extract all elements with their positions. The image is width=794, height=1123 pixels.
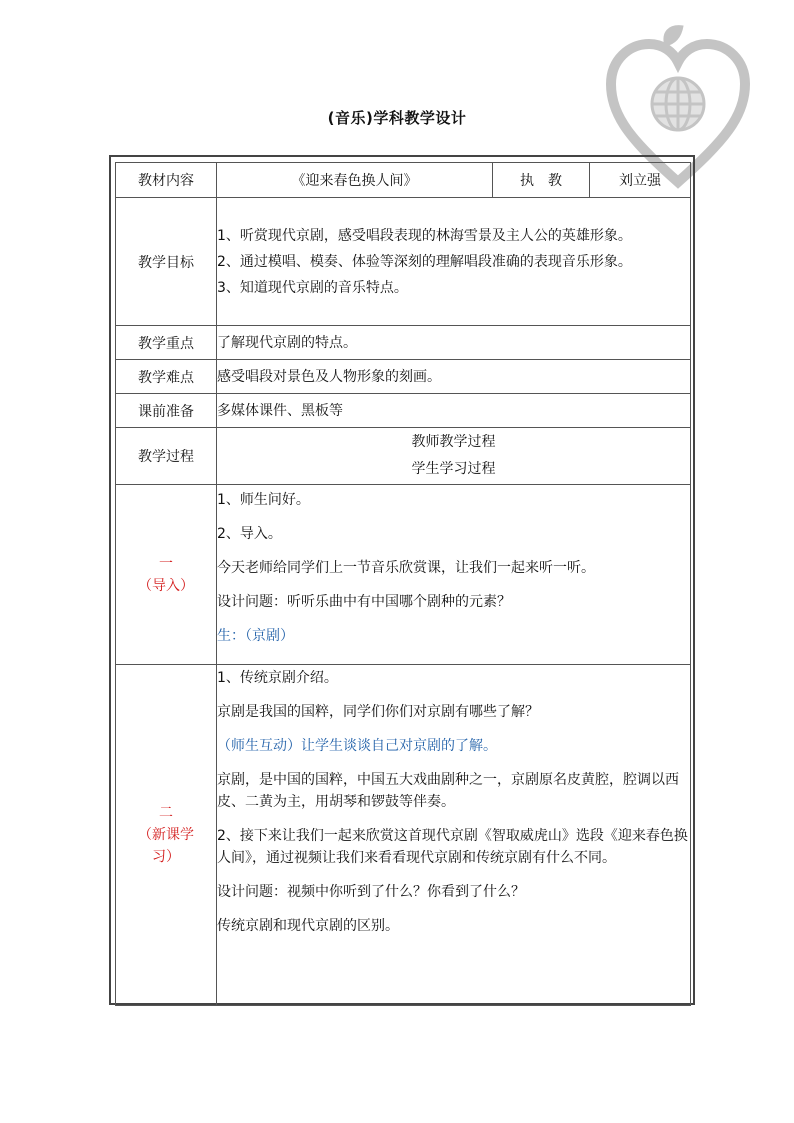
list-item: 今天老师给同学们上一节音乐欣赏课，让我们一起来听一听。: [217, 560, 595, 576]
table-row: [116, 163, 691, 198]
table-row: [116, 665, 691, 1006]
table-row: [116, 360, 691, 394]
phase-content: [217, 665, 691, 1006]
list-item: 1、师生问好。: [217, 492, 310, 508]
row-label: 教学目标: [116, 198, 217, 326]
list-item: 2、导入。: [217, 526, 282, 542]
student-answer: 生：（京剧）: [217, 628, 294, 644]
table-row: [116, 326, 691, 360]
row-label: 教学难点: [116, 360, 217, 394]
teacher-process-label: 教师教学过程: [411, 434, 496, 450]
objectives-list: [217, 198, 691, 326]
table-row: [116, 198, 691, 326]
phase-name: （导入）: [138, 577, 194, 594]
row-label: 课前准备: [116, 394, 217, 428]
list-item: 京剧，是中国的国粹，中国五大戏曲剧种之一，京剧原名皮黄腔，腔调以西皮、二黄为主，用胡琴和锣鼓等伴奏。: [217, 772, 679, 810]
list-item: 设计问题：听听乐曲中有中国哪个剧种的元素？: [217, 594, 511, 610]
difficulty-text: 感受唱段对景色及人物形象的刻画。: [217, 360, 691, 394]
document-title: [0, 107, 794, 128]
phase-number: 一: [159, 555, 173, 572]
key-point-text: 了解现代京剧的特点。: [217, 326, 691, 360]
leaf-shape: [664, 26, 683, 46]
row-label: 教学重点: [116, 326, 217, 360]
row-label: 教材内容: [116, 163, 217, 198]
title-suffix: )学科教学设计: [366, 109, 467, 127]
list-item: 3、知道现代京剧的音乐特点。: [217, 279, 408, 296]
material-title: 《迎来春色换人间》: [217, 163, 493, 198]
phase-label: [116, 665, 217, 1006]
table-row: [116, 485, 691, 665]
phase-name: （新课学习）: [138, 827, 194, 865]
author-name: 刘立强: [590, 163, 691, 198]
student-process-label: 学生学习过程: [411, 461, 496, 477]
phase-number: 二: [159, 805, 173, 821]
author-label: 执 教: [493, 163, 590, 198]
title-subject: 音乐: [334, 109, 366, 127]
lesson-plan-table: [115, 162, 691, 1006]
table-row: [116, 428, 691, 485]
interaction-note: （师生互动）让学生谈谈自己对京剧的了解。: [217, 738, 497, 754]
title-prefix: (: [327, 109, 335, 127]
phase-content: [217, 485, 691, 665]
list-item: 传统京剧和现代京剧的区别。: [217, 918, 399, 934]
list-item: 京剧是我国的国粹，同学们你们对京剧有哪些了解？: [217, 704, 539, 720]
list-item: 1、传统京剧介绍。: [217, 670, 338, 686]
preparation-text: 多媒体课件、黑板等: [217, 394, 691, 428]
list-item: 2、接下来让我们一起来欣赏这首现代京剧《智取威虎山》选段《迎来春色换人间》，通过视频让我们来看看现代京剧和传统京剧有什么不同。: [217, 828, 688, 866]
list-item: 设计问题：视频中你听到了什么？你看到了什么？: [217, 884, 525, 900]
list-item: 1、听赏现代京剧，感受唱段表现的林海雪景及主人公的英雄形象。: [217, 227, 632, 244]
phase-label: [116, 485, 217, 665]
table-row: [116, 394, 691, 428]
list-item: 2、通过模唱、模奏、体验等深刻的理解唱段准确的表现音乐形象。: [217, 253, 632, 270]
row-label: 教学过程: [116, 428, 217, 485]
process-header: [217, 428, 691, 485]
